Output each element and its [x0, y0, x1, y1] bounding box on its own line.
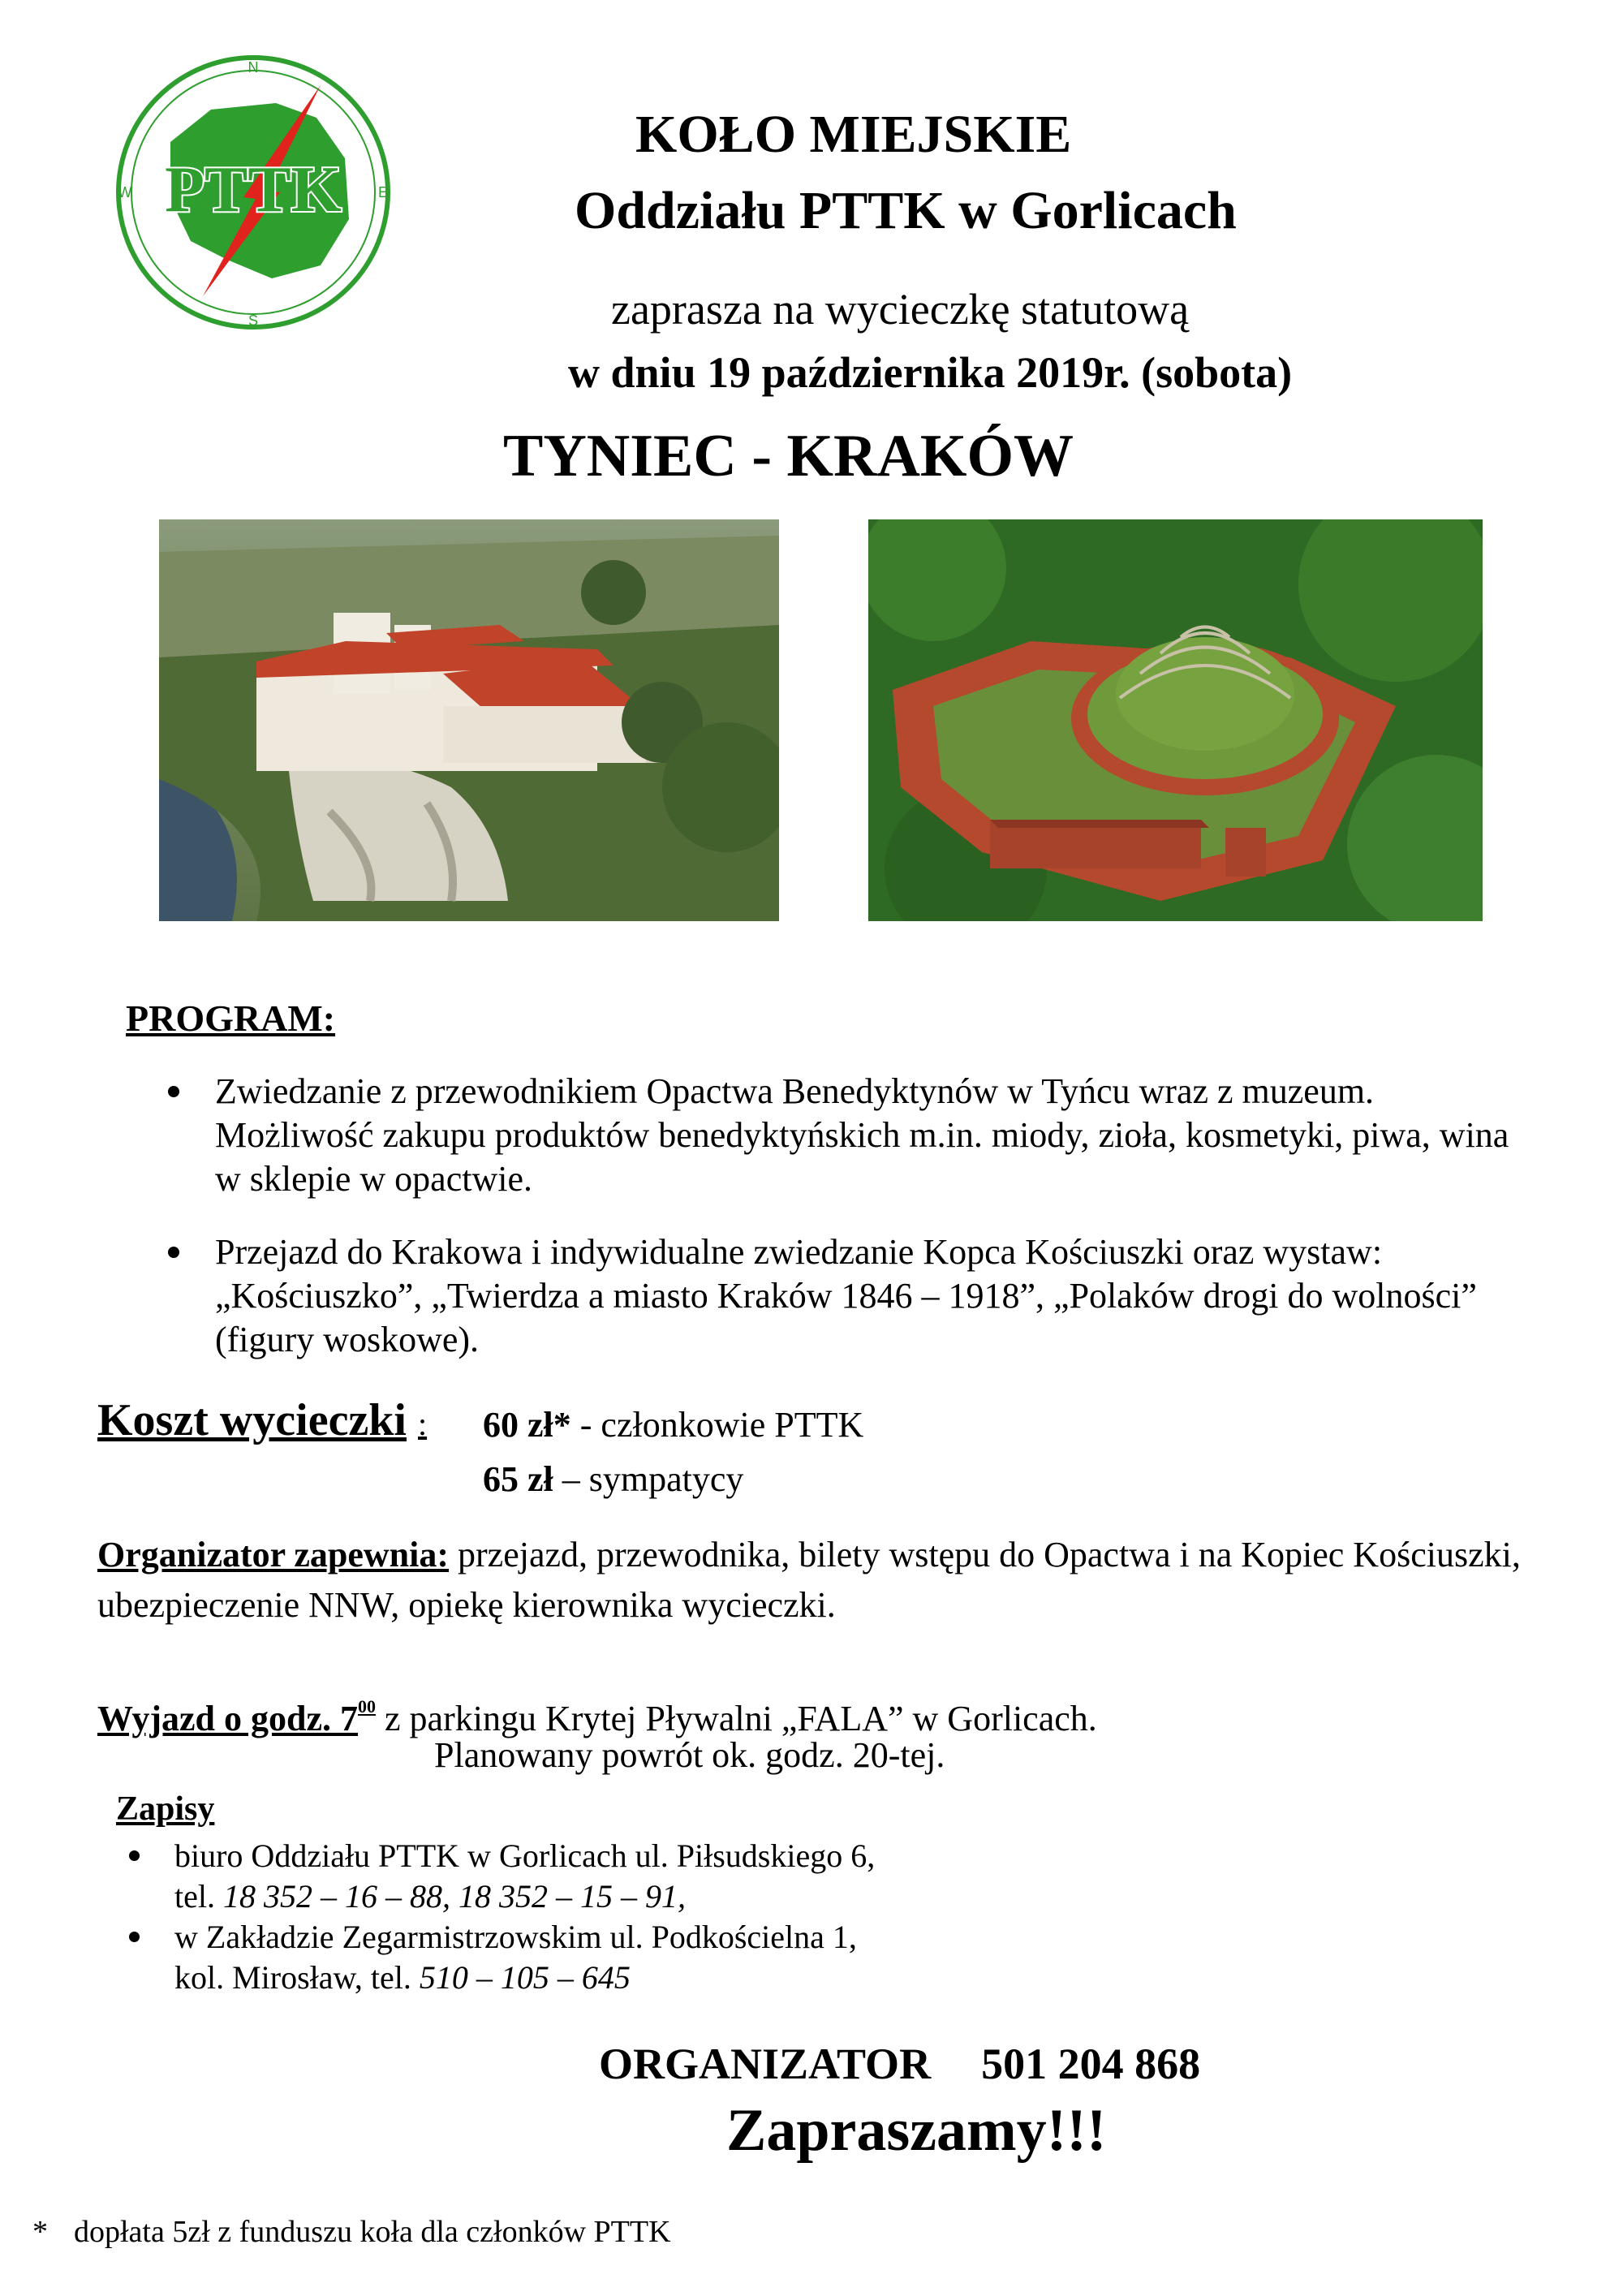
cost-supporters [483, 1458, 743, 1500]
registration-contact-phone: 510 – 105 – 645 [419, 1959, 631, 1996]
registration-item [126, 1917, 1181, 1998]
organizer-provides-label: Organizator zapewnia: [97, 1535, 450, 1574]
tyniec-abbey-photo [159, 519, 779, 921]
departure-text: z parkingu Krytej Pływalni „FALA” w Gorlicach. [376, 1699, 1097, 1738]
welcome-text: Zapraszamy!!! [726, 2097, 1107, 2164]
compass-w: W [118, 184, 132, 200]
organizer-provides [97, 1530, 1526, 1630]
cost-supporters-text: – sympatycy [553, 1459, 744, 1499]
registration-office: biuro Oddziału PTTK w Gorlicach ul. Piłsudskiego 6, [174, 1837, 876, 1874]
compass-s: S [248, 312, 259, 329]
registration-office-phones: 18 352 – 16 – 88, 18 352 – 15 – 91, [222, 1878, 686, 1915]
registration-heading: Zapisy [116, 1790, 215, 1828]
cost-label [97, 1394, 427, 1446]
club-name: KOŁO MIEJSKIE [635, 105, 1072, 164]
footnote-star: * [32, 2215, 48, 2249]
footnote-text: dopłata 5zł z funduszu koła dla członków PTTK [74, 2215, 671, 2249]
cost-members [483, 1404, 863, 1445]
program-heading: PROGRAM: [126, 997, 336, 1039]
bullet-icon [129, 1932, 140, 1942]
cost-members-text: - członkowie PTTK [570, 1405, 864, 1445]
cost-label-text: Koszt wycieczki [97, 1395, 407, 1445]
footnote [32, 2214, 671, 2250]
kosciuszko-mound-photo [868, 519, 1483, 921]
departure-label: Wyjazd o godz. 7 [97, 1699, 359, 1738]
program-item [158, 1070, 1530, 1201]
program-list [158, 1070, 1530, 1391]
program-item-text: Zwiedzanie z przewodnikiem Opactwa Benedyktynów w Tyńcu wraz z muzeum. Możliwość zakupu produktów benedyktyńskich m.in. miody, zioła, kosmetyki, piwa, wina w sklepie w opactwie. [215, 1071, 1509, 1199]
logo-text: PTTK [165, 154, 342, 226]
program-item [158, 1230, 1530, 1362]
bullet-icon [168, 1086, 179, 1097]
registration-tel-prefix: tel. [174, 1878, 223, 1915]
organizer-phone: 501 204 868 [981, 2040, 1201, 2088]
pttk-logo [114, 53, 394, 333]
trip-title: TYNIEC - KRAKÓW [503, 423, 1074, 489]
bullet-icon [168, 1247, 179, 1258]
cost-supporters-price: 65 zł [483, 1459, 553, 1499]
registration-item [126, 1836, 1181, 1917]
registration-watchmaker: w Zakładzie Zegarmistrzowskim ul. Podkościelna 1, [174, 1919, 857, 1955]
program-item-text: Przejazd do Krakowa i indywidualne zwiedzanie Kopca Kościuszki oraz wystaw: „Kościuszko”, „Twierdza a miasto Kraków 1846 – 1918”, „Polaków drogi do wolności” (figury woskowe). [215, 1232, 1477, 1359]
organizer-contact [599, 2039, 1200, 2089]
organizer-label: ORGANIZATOR [599, 2040, 932, 2088]
cost-colon: : [417, 1406, 428, 1442]
compass-n: N [248, 59, 259, 75]
registration-list [126, 1836, 1181, 1998]
branch-name: Oddziału PTTK w Gorlicach [575, 181, 1237, 240]
bullet-icon [129, 1850, 140, 1861]
trip-date: w dniu 19 października 2019r. (sobota) [568, 348, 1293, 397]
cost-members-price: 60 zł* [483, 1405, 571, 1445]
registration-contact-prefix: kol. Mirosław, tel. [174, 1959, 420, 1996]
return-info: Planowany powrót ok. godz. 20-tej. [434, 1735, 945, 1775]
departure-minutes: 00 [358, 1696, 377, 1717]
compass-e: E [377, 184, 389, 200]
invitation-text: zaprasza na wycieczkę statutową [611, 285, 1190, 334]
organizer-provides-text: przejazd, przewodnika, bilety wstępu do Opactwa i na Kopiec Kościuszki, ubezpieczenie NNW, opiekę kierownika wycieczki. [97, 1535, 1521, 1625]
